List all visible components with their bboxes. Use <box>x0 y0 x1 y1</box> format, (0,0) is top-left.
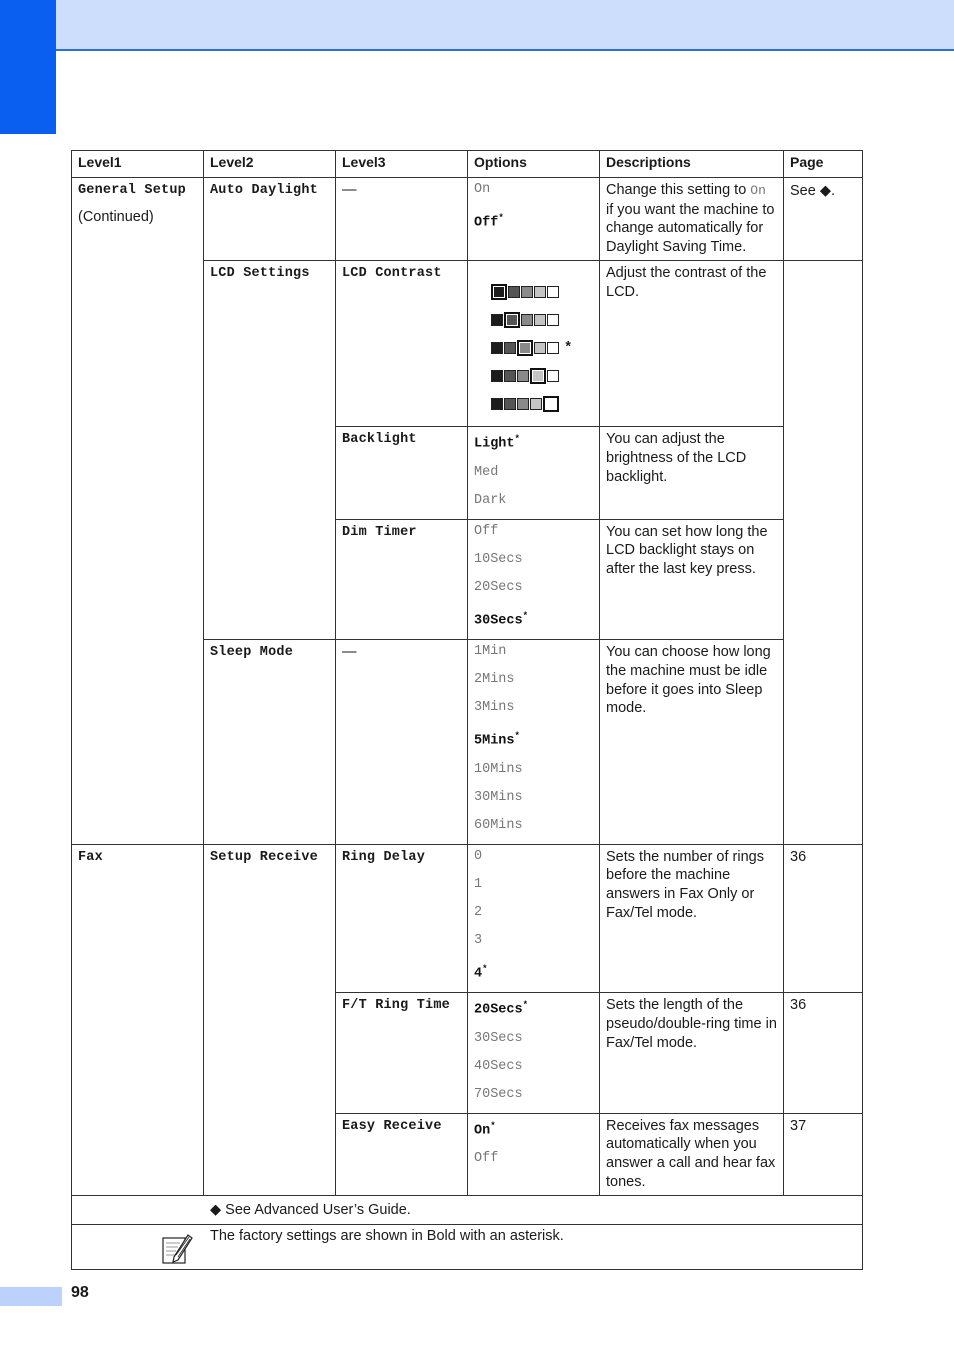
level3-dash: — <box>342 644 357 661</box>
option-item: 10Secs <box>474 551 523 567</box>
default-asterisk: * <box>490 1120 496 1131</box>
contrast-level-row <box>474 362 593 390</box>
table-header-row <box>72 151 863 178</box>
option-item: 40Secs <box>474 1058 523 1074</box>
desc-code: On <box>750 183 766 198</box>
level1-fax: Fax <box>78 849 103 865</box>
option-item: 3 <box>474 932 483 948</box>
option-item: 60Mins <box>474 817 523 833</box>
page-ref: 36 <box>790 997 807 1014</box>
note-text: The factory settings are shown in Bold with an asterisk. <box>210 1228 564 1245</box>
option-item: 5Mins* <box>474 731 520 749</box>
page-cell <box>784 178 863 261</box>
level1-general-setup-cell <box>72 178 204 845</box>
col-header-level3: Level3 <box>336 151 468 178</box>
page-cell <box>784 1113 863 1195</box>
page-tab <box>0 1287 62 1306</box>
level2-auto-daylight: Auto Daylight <box>210 183 318 198</box>
level2-cell <box>204 261 336 640</box>
contrast-square <box>491 370 503 382</box>
contrast-square <box>504 342 516 354</box>
page-cell <box>784 261 863 845</box>
default-asterisk: * <box>514 731 520 742</box>
options-cell <box>468 261 600 427</box>
level3-cell <box>336 640 468 845</box>
dim-timer-options <box>474 518 593 636</box>
contrast-level-row <box>474 334 593 362</box>
auto-daylight-description <box>606 181 777 256</box>
level3-cell <box>336 993 468 1114</box>
default-asterisk: * <box>522 1000 529 1011</box>
description-cell <box>600 1113 784 1195</box>
option-item: 2 <box>474 904 483 920</box>
contrast-square <box>547 342 559 354</box>
contrast-square <box>517 370 529 382</box>
description-cell <box>600 261 784 427</box>
level3-cell <box>336 427 468 520</box>
lcd-contrast-options <box>474 264 593 418</box>
options-cell <box>468 844 600 993</box>
level1-general-setup: General Setup <box>78 183 186 198</box>
level3-cell <box>336 178 468 261</box>
default-asterisk: * <box>482 963 488 974</box>
level2-cell <box>204 640 336 845</box>
settings-table <box>71 150 863 1270</box>
description-cell <box>600 427 784 520</box>
default-asterisk: * <box>564 340 573 357</box>
default-asterisk: * <box>498 213 504 223</box>
default-asterisk: * <box>522 610 529 621</box>
ring-delay-description: Sets the number of rings before the machine answers in Fax Only or Fax/Tel mode. <box>606 848 764 921</box>
default-asterisk: * <box>514 434 520 445</box>
level1-fax-cell <box>72 844 204 1195</box>
note-pencil-icon <box>160 1231 194 1269</box>
level3-cell <box>336 519 468 640</box>
option-item: 30Mins <box>474 789 523 805</box>
level2-sleep-mode: Sleep Mode <box>210 645 294 661</box>
description-cell <box>600 640 784 845</box>
option-item: 4* <box>474 963 488 982</box>
contrast-square <box>517 398 529 410</box>
option-item: 0 <box>474 848 483 864</box>
col-header-level2: Level2 <box>204 151 336 178</box>
option-item: Light* <box>474 434 520 452</box>
page-ref: See ◆. <box>790 183 836 199</box>
contrast-square <box>508 286 520 298</box>
page-ref: 36 <box>790 848 807 865</box>
level3-cell <box>336 844 468 993</box>
page-cell <box>784 844 863 993</box>
contrast-square <box>517 340 533 356</box>
option-item: Off <box>474 523 499 539</box>
easy-receive-description: Receives fax messages automatically when you answer a call and hear fax tones. <box>606 1117 776 1190</box>
contrast-square <box>504 398 516 410</box>
sleep-mode-options <box>474 638 593 840</box>
contrast-square <box>534 314 546 326</box>
footnote-diamond: ◆ See Advanced User’s Guide. <box>72 1196 863 1225</box>
contrast-square <box>530 368 546 384</box>
col-header-options: Options <box>468 151 600 178</box>
level3-backlight: Backlight <box>342 432 417 448</box>
contrast-level-row <box>474 306 593 334</box>
level3-ring-delay: Ring Delay <box>342 849 426 865</box>
options-cell <box>468 427 600 520</box>
options-cell <box>468 178 600 261</box>
level3-dash: — <box>342 182 357 198</box>
contrast-square <box>521 286 533 298</box>
option-item: Med <box>474 464 499 480</box>
easy-receive-options <box>474 1112 593 1174</box>
page-cell <box>784 993 863 1114</box>
header-band <box>0 0 954 51</box>
options-cell <box>468 519 600 640</box>
col-header-level1: Level1 <box>72 151 204 178</box>
options-cell <box>468 1113 600 1195</box>
contrast-square <box>547 286 559 298</box>
level2-cell <box>204 844 336 1195</box>
contrast-square <box>547 370 559 382</box>
footnote-row <box>72 1196 863 1225</box>
page-number: 98 <box>71 1284 89 1301</box>
contrast-square <box>521 314 533 326</box>
level3-dim-timer: Dim Timer <box>342 524 417 540</box>
sleep-mode-description: You can choose how long the machine must be idle before it goes into Sleep mode. <box>606 644 771 717</box>
contrast-square <box>491 284 507 300</box>
note-cell <box>72 1225 863 1270</box>
level2-lcd-settings: LCD Settings <box>210 266 310 282</box>
level3-ft-ring-time: F/T Ring Time <box>342 998 450 1014</box>
contrast-level-row <box>474 390 593 418</box>
option-item: Off <box>474 1151 499 1167</box>
page-ref: 37 <box>790 1117 807 1134</box>
contrast-square <box>504 312 520 328</box>
option-item: 30Secs <box>474 1030 523 1046</box>
description-cell <box>600 178 784 261</box>
option-item: 70Secs <box>474 1086 523 1102</box>
contrast-level-row <box>474 278 593 306</box>
contrast-square <box>547 314 559 326</box>
lcd-contrast-description: Adjust the contrast of the LCD. <box>606 265 767 300</box>
description-cell <box>600 844 784 993</box>
option-item: 10Mins <box>474 761 523 777</box>
contrast-square <box>534 342 546 354</box>
col-header-descriptions: Descriptions <box>600 151 784 178</box>
auto-daylight-options <box>474 176 593 238</box>
dim-timer-description: You can set how long the LCD backlight stays on after the last key press. <box>606 523 768 578</box>
option-item: Dark <box>474 492 507 508</box>
table-row <box>72 844 863 993</box>
level3-lcd-contrast: LCD Contrast <box>342 266 442 282</box>
description-cell <box>600 993 784 1114</box>
level2-setup-receive: Setup Receive <box>210 849 318 865</box>
option-item: On* <box>474 1120 496 1139</box>
level3-cell <box>336 261 468 427</box>
ft-ring-time-description: Sets the length of the pseudo/double-ring time in Fax/Tel mode. <box>606 997 777 1051</box>
backlight-description: You can adjust the brightness of the LCD backlight. <box>606 431 747 485</box>
options-cell <box>468 993 600 1114</box>
option-item: On <box>474 182 491 197</box>
desc-text: if you want the machine to change automatically for Daylight Saving Time. <box>606 201 775 255</box>
col-header-page: Page <box>784 151 863 178</box>
contrast-square <box>543 396 559 412</box>
level3-cell <box>336 1113 468 1195</box>
table-row <box>72 178 863 261</box>
note-row <box>72 1225 863 1270</box>
option-item: Off* <box>474 213 504 231</box>
contrast-square <box>491 398 503 410</box>
continued-label: (Continued) <box>78 209 154 225</box>
option-item: 2Mins <box>474 672 515 688</box>
level3-easy-receive: Easy Receive <box>342 1118 442 1134</box>
ft-ring-time-options <box>474 991 593 1109</box>
contrast-square <box>504 370 516 382</box>
level2-cell <box>204 178 336 261</box>
contrast-square <box>530 398 542 410</box>
option-item: 3Mins <box>474 700 515 716</box>
description-cell <box>600 519 784 640</box>
ring-delay-options <box>474 843 593 989</box>
option-item: 20Secs* <box>474 1000 529 1018</box>
contrast-square <box>534 286 546 298</box>
option-item: 1 <box>474 876 483 892</box>
contrast-square <box>491 314 503 326</box>
option-item: 20Secs <box>474 579 523 595</box>
contrast-square <box>491 342 503 354</box>
option-item: 30Secs* <box>474 610 529 629</box>
backlight-options <box>474 425 593 515</box>
desc-text: Change this setting to <box>606 182 751 198</box>
chapter-tab <box>0 0 56 134</box>
options-cell <box>468 640 600 845</box>
option-item: 1Min <box>474 644 507 660</box>
